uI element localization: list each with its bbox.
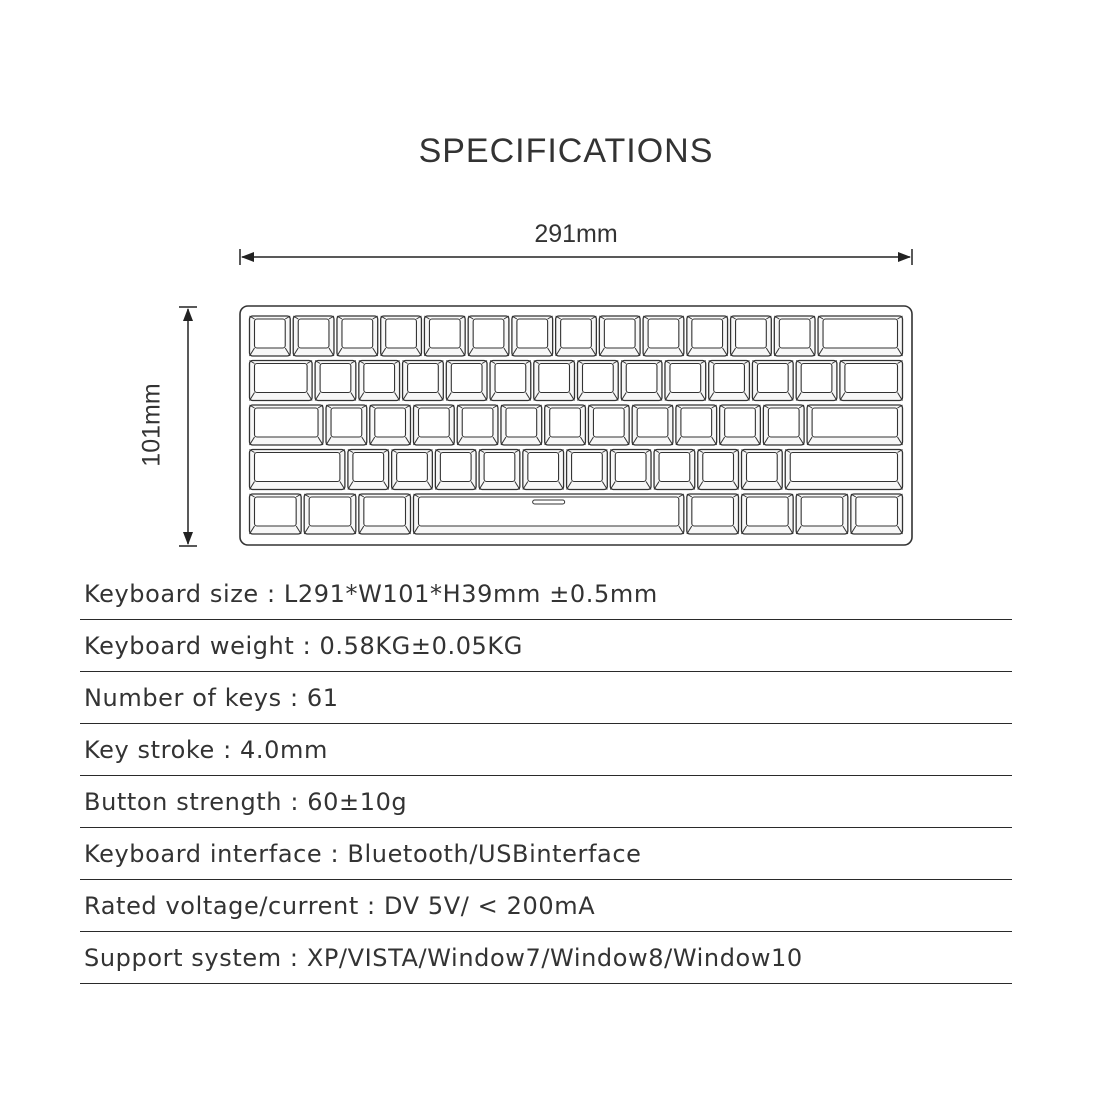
keycap <box>414 405 455 445</box>
keycap <box>359 361 400 401</box>
keycap <box>610 450 651 490</box>
keycap <box>250 450 345 490</box>
keycap <box>742 494 794 534</box>
keycap <box>621 361 662 401</box>
spec-text: Button strength : 60±10g <box>84 787 408 816</box>
spec-row-keyboard-size <box>80 568 1012 620</box>
keycap <box>424 316 465 356</box>
keycap <box>763 405 804 445</box>
keycap <box>742 450 783 490</box>
page-title: SPECIFICATIONS <box>418 132 714 170</box>
keycap <box>720 405 761 445</box>
keycap <box>807 405 902 445</box>
keycap <box>709 361 750 401</box>
keycap <box>435 450 476 490</box>
spec-text: Keyboard size : L291*W101*H39mm ±0.5mm <box>84 579 658 608</box>
keycap <box>643 316 684 356</box>
keycap <box>293 316 334 356</box>
spec-row-key-stroke <box>80 724 1012 776</box>
keycap <box>588 405 629 445</box>
keycap <box>687 494 739 534</box>
keycap <box>479 450 520 490</box>
spec-text: Support system : XP/VISTA/Window7/Window8/Window10 <box>84 943 803 972</box>
keycap <box>676 405 717 445</box>
keycap <box>599 316 640 356</box>
width-label: 291mm <box>534 220 618 248</box>
spec-row-rated-voltage <box>80 880 1012 932</box>
spec-text: Rated voltage/current : DV 5V/ < 200mA <box>84 891 596 920</box>
keycap <box>468 316 509 356</box>
keycap <box>359 494 411 534</box>
keycap <box>501 405 542 445</box>
keycap <box>796 361 837 401</box>
keycap <box>545 405 586 445</box>
keycap <box>250 405 324 445</box>
keycap <box>698 450 739 490</box>
keycap <box>523 450 564 490</box>
keycap <box>457 405 498 445</box>
keycap <box>556 316 597 356</box>
keycap <box>818 316 902 356</box>
spec-row-number-of-keys <box>80 672 1012 724</box>
keycap <box>796 494 848 534</box>
spec-row-button-strength <box>80 776 1012 828</box>
keycap <box>381 316 422 356</box>
specs-list <box>80 568 1012 984</box>
keycap <box>534 361 575 401</box>
keycap <box>250 316 291 356</box>
keycap <box>414 494 684 534</box>
keycap <box>785 450 902 490</box>
spec-text: Number of keys : 61 <box>84 683 339 712</box>
keycap <box>250 361 313 401</box>
keycap <box>632 405 673 445</box>
spec-text: Key stroke : 4.0mm <box>84 735 328 764</box>
keycap <box>403 361 444 401</box>
keycap <box>315 361 356 401</box>
keycap <box>665 361 706 401</box>
keycap <box>250 494 302 534</box>
spec-row-keyboard-weight <box>80 620 1012 672</box>
height-dimension-line <box>179 307 197 546</box>
keycap <box>687 316 728 356</box>
keycap <box>512 316 553 356</box>
keycap <box>731 316 772 356</box>
keycap <box>851 494 903 534</box>
keycap <box>370 405 411 445</box>
width-dimension-line <box>240 249 912 265</box>
keycap <box>840 361 903 401</box>
keycap <box>446 361 487 401</box>
keycap <box>578 361 619 401</box>
keycap <box>392 450 433 490</box>
spec-row-keyboard-interface <box>80 828 1012 880</box>
keycap <box>567 450 608 490</box>
keycap <box>774 316 815 356</box>
keycap <box>348 450 389 490</box>
keycap <box>654 450 695 490</box>
height-label: 101mm <box>137 383 166 467</box>
spec-text: Keyboard weight : 0.58KG±0.05KG <box>84 631 523 660</box>
keycap <box>490 361 531 401</box>
spec-row-support-system <box>80 932 1012 984</box>
keycap <box>304 494 356 534</box>
keycap <box>337 316 378 356</box>
keycap <box>326 405 367 445</box>
keycap <box>752 361 793 401</box>
spec-text: Keyboard interface : Bluetooth/USBinterface <box>84 839 642 868</box>
